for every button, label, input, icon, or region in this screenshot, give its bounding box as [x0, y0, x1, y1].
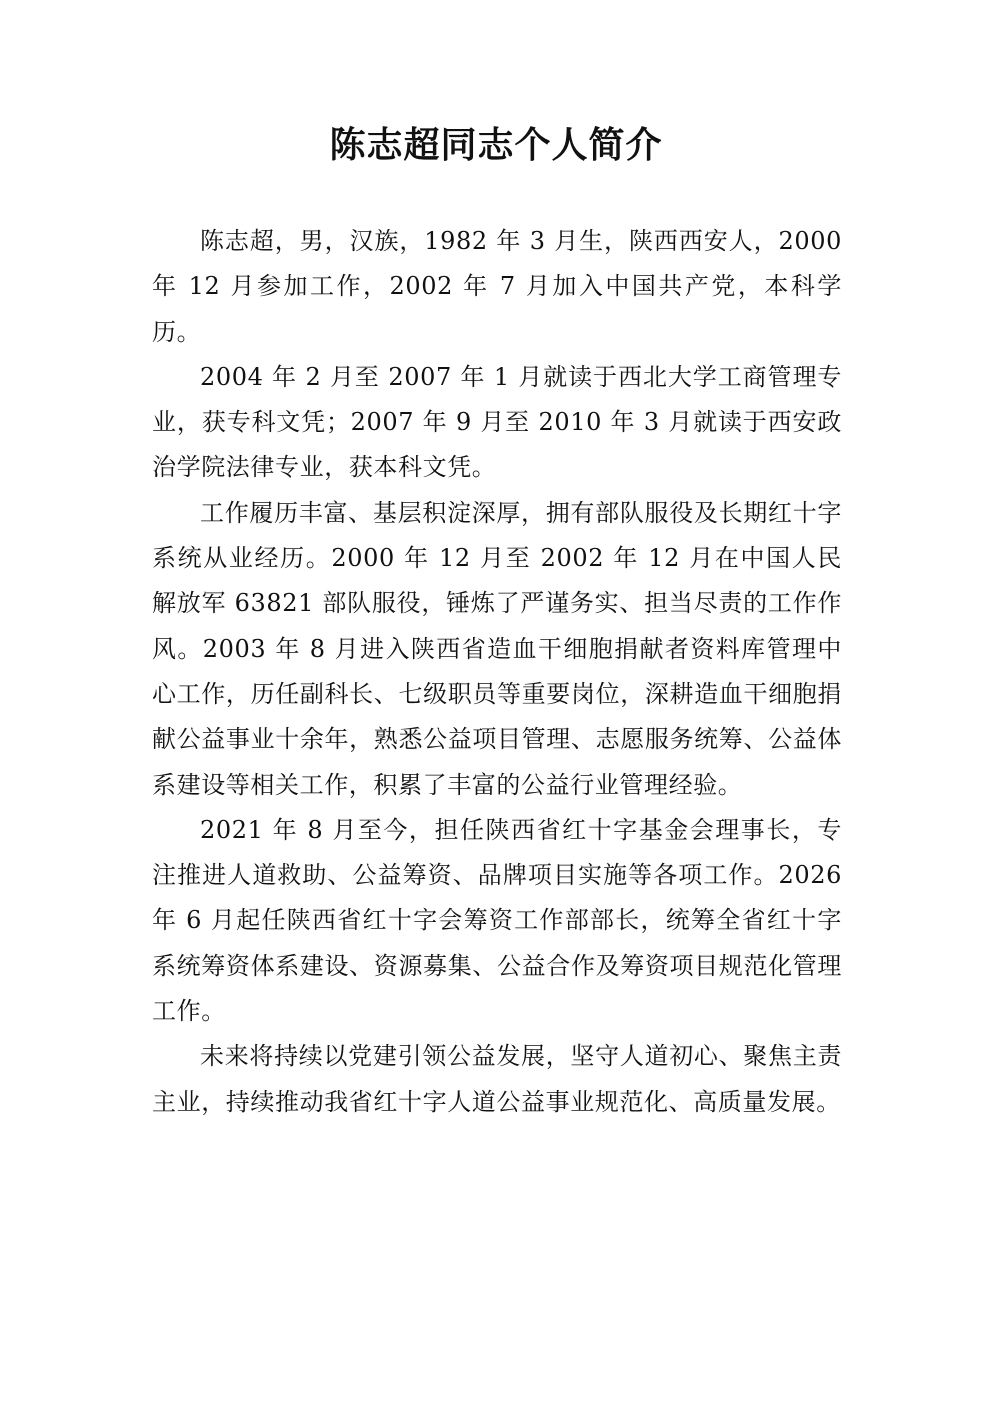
paragraph-current-role: 2021 年 8 月至今，担任陕西省红十字基金会理事长，专注推进人道救助、公益筹资、品牌项目实施等各项工作。2026 年 6 月起任陕西省红十字会筹资工作部部长，统筹全省红十字系统筹资体系建设、资源募集、公益合作及筹资项目规范化管理工作。	[152, 815, 842, 1026]
paragraph-outlook: 未来将持续以党建引领公益发展，坚守人道初心、聚焦主责主业，持续推动我省红十字人道公益事业规范化、高质量发展。	[152, 1042, 842, 1116]
document-title: 陈志超同志个人简介	[329, 124, 663, 166]
paragraph-education: 2004 年 2 月至 2007 年 1 月就读于西北大学工商管理专业，获专科文凭；2007 年 9 月至 2010 年 3 月就读于西安政治学院法律专业，获本科文凭。	[152, 362, 842, 482]
paragraph-work-history: 工作履历丰富、基层积淀深厚，拥有部队服役及长期红十字系统从业经历。2000 年 12 月至 2002 年 12 月在中国人民解放军 63821 部队服役，锤炼了严谨务实、担当尽责的工作作风。2003 年 8 月进入陕西省造血干细胞捐献者资料库管理中心工作，历任副科长、七级职员等重要岗位，深耕造血干细胞捐献公益事业十余年，熟悉公益项目管理、志愿服务统筹、公益体系建设等相关工作，积累了丰富的公益行业管理经验。	[152, 498, 842, 799]
paragraph-basic-info: 陈志超，男，汉族，1982 年 3 月生，陕西西安人，2000 年 12 月参加工作，2002 年 7 月加入中国共产党，本科学历。	[152, 227, 842, 346]
document-body	[152, 219, 842, 1125]
